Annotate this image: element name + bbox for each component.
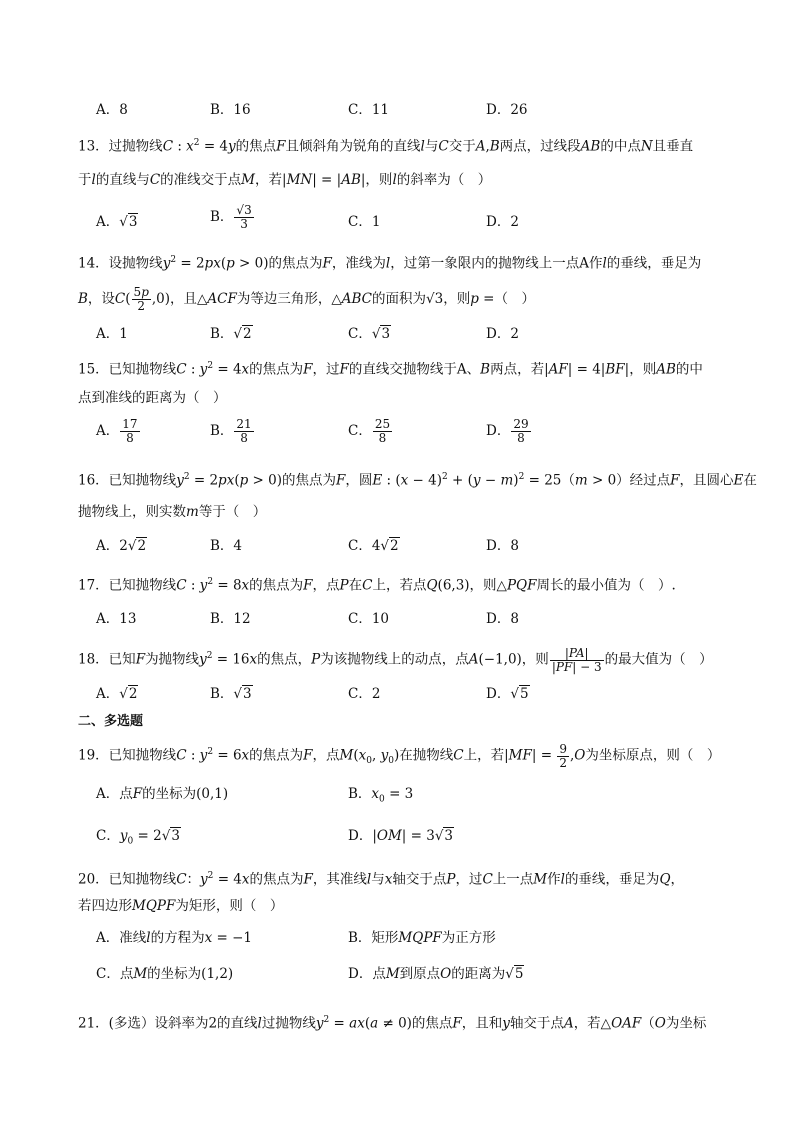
section-heading: 二、多选题	[78, 714, 144, 729]
q16-line1: 16．已知抛物线$y^2 = 2px(p > 0)$的焦点为F，圆E : $(x - 4)^2 + (y - m)^2 = 25(m > 0)$经过点F，且圆心E在	[78, 472, 757, 489]
q17-option-d: D．8	[486, 611, 519, 627]
q18-option-a: A．√2	[96, 686, 138, 702]
q17-option-c: C．10	[348, 611, 390, 627]
q13-option-c: C．1	[348, 214, 381, 230]
q21-line1: 21．(多选）设斜率为2的直线l过抛物线$y^2 = ax(a \ne 0)$的焦点F，且和y轴交于点A，若△OAF（O为坐标	[78, 1015, 707, 1032]
q19-option-c: C．$y_0 = 2√3$	[96, 828, 180, 847]
q12-option-d: D．26	[486, 102, 528, 118]
q14-line1: 14．设抛物线$y^2 = 2px(p > 0)$的焦点为F，准线为l，过第一象限内的抛物线上一点A作l的垂线，垂足为	[78, 255, 702, 272]
q20-option-b: B．矩形MQPF为正方形	[348, 930, 496, 946]
q20-option-c: C．点M的坐标为(1,2)	[96, 966, 234, 982]
q14-option-c: C．√3	[348, 326, 391, 342]
q15-option-c: C． $\frac{25}{8}$	[348, 417, 391, 445]
q19-line1: 19．已知抛物线C : $y^2 = 6x$的焦点为F，点$M(x_0$, $y_0$)在抛物线C上，若|MF| = $\frac{9}{2}$ ,O为坐标原点，则（ ）	[78, 741, 721, 770]
q14-line2: B，设C( $\frac{5p}{2}$ ,0)，且△ACF为等边三角形，△ABC的面积为√3，则p =（ ）	[78, 285, 535, 313]
q18-line1: 18．已知F为抛物线$y^2 = 16x$的焦点，P为该抛物线上的动点，点A(−1,0)，则 $\frac{|PA|}{|PF| - 3}$ 的最大值为（ ）	[78, 645, 713, 674]
q12-option-b: B．16	[210, 102, 251, 118]
q12-option-c: C．11	[348, 102, 390, 118]
q13-option-b: B． $\frac{√3}{3}$	[210, 203, 252, 231]
q16-option-d: D．8	[486, 538, 519, 554]
q19-option-d: D．|OM| = 3√3	[348, 828, 454, 844]
q13-option-a: A．√3	[96, 214, 138, 230]
q16-line2: 抛物线上，则实数m等于（ ）	[78, 504, 267, 520]
q20-option-d: D．点M到原点O的距离为√5	[348, 966, 524, 982]
q15-option-d: D． $\frac{29}{8}$	[486, 417, 529, 445]
q17-line1: 17．已知抛物线C : $y^2 = 8x$的焦点为F，点P在C上，若点Q(6,3)，则△PQF周长的最小值为（ ）.	[78, 577, 676, 594]
q13-line1: 13．过抛物线C : $x^2 = 4y$的焦点F且倾斜角为锐角的直线l与C交于A,B两点，过线段AB的中点N且垂直	[78, 138, 694, 155]
q15-option-b: B． $\frac{21}{8}$	[210, 417, 252, 445]
q16-option-b: B．4	[210, 538, 243, 554]
q19-option-b: B．$x_0 = 3$	[348, 786, 414, 805]
q16-option-c: C．4√2	[348, 538, 399, 554]
q18-option-c: C．2	[348, 686, 381, 702]
q17-option-b: B．12	[210, 611, 251, 627]
q15-line1: 15．已知抛物线C : $y^2 = 4x$的焦点为F，过F的直线交抛物线于A、B两点，若|AF| = 4|BF|，则AB的中	[78, 361, 703, 378]
q16-option-a: A．2√2	[96, 538, 147, 554]
q20-line1: 20．已知抛物线C：$y^2 = 4x$的焦点为F，其准线l与x轴交于点P，过C上一点M作l的垂线，垂足为Q，	[78, 871, 685, 888]
q14-option-d: D．2	[486, 326, 519, 342]
q12-option-a: A．8	[96, 102, 128, 118]
q20-line2: 若四边形MQPF为矩形，则（ ）	[78, 898, 284, 914]
q17-option-a: A．13	[96, 611, 137, 627]
q20-option-a: A．准线l的方程为x = −1	[96, 930, 252, 946]
q15-line2: 点到准线的距离为（ ）	[78, 390, 227, 406]
q14-option-b: B．√2	[210, 326, 252, 342]
q13-line2: 于l的直线与C的准线交于点M，若|MN| = |AB|，则l的斜率为（ ）	[78, 172, 492, 188]
q14-option-a: A．1	[96, 326, 128, 342]
q18-option-b: B．√3	[210, 686, 252, 702]
q19-option-a: A．点F的坐标为(0,1)	[96, 786, 229, 802]
q13-option-d: D．2	[486, 214, 519, 230]
q15-option-a: A． $\frac{17}{8}$	[96, 417, 138, 445]
q18-option-d: D．√5	[486, 686, 529, 702]
